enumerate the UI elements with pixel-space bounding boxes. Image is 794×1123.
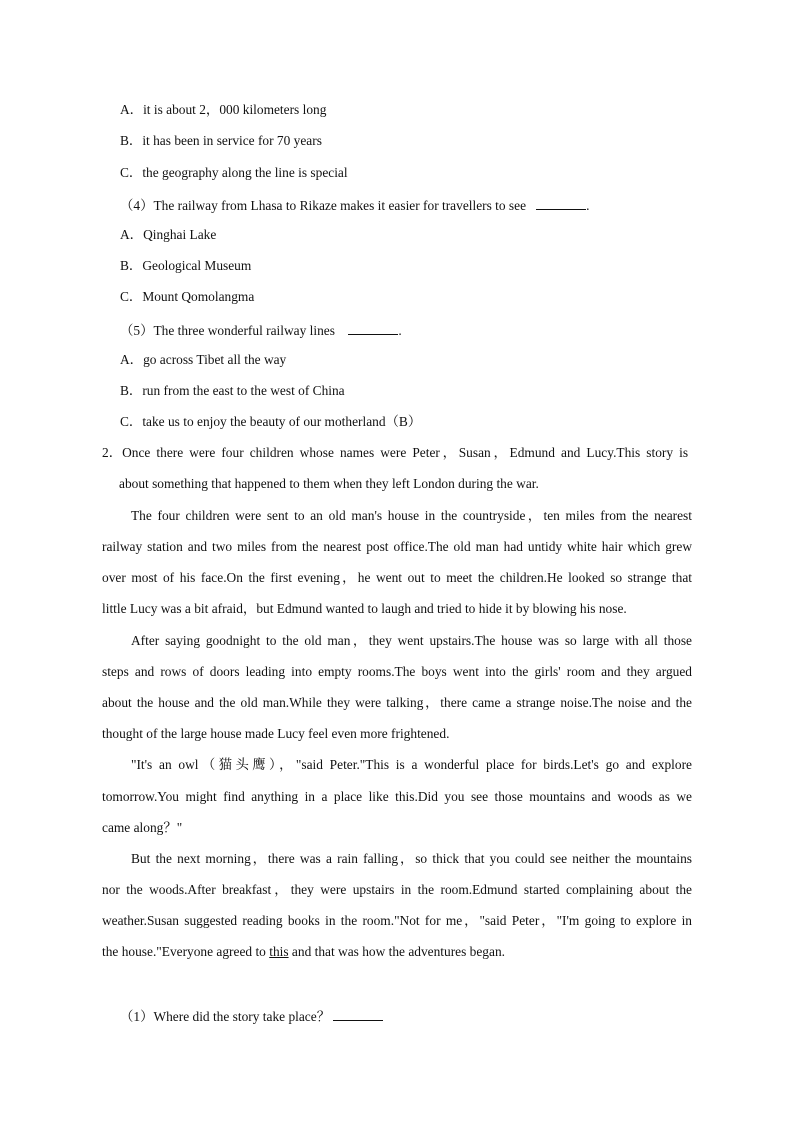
paragraph-2-line: about the house and the old man.While they were talking，there came a strange noise.The noise and the [102, 695, 692, 710]
paragraph-2-line: After saying goodnight to the old man，they went upstairs.The house was so large with all those [131, 633, 692, 648]
option-b: B．it has been in service for 70 years [120, 133, 322, 148]
answer-blank [536, 195, 586, 210]
answer-blank [333, 1006, 383, 1021]
q5-option-a: A．go across Tibet all the way [120, 352, 287, 367]
question-1-stem: （1）Where did the story take place？ [120, 1006, 383, 1026]
question-5-stem: （5）The three wonderful railway lines . [120, 320, 402, 340]
answer-blank [348, 320, 398, 335]
paragraph-4-line: weather.Susan suggested reading books in the room."Not for me，"said Peter，"I'm going to explore in [102, 913, 692, 928]
paragraph-4-last-line: the house."Everyone agreed to this and that was how the adventures began. [102, 944, 505, 959]
option-a: A．it is about 2，000 kilometers long [120, 102, 327, 117]
paragraph-3-line: "It's an owl（猫头鹰），"said Peter."This is a wonderful place for birds.Let's go and explore [131, 757, 692, 772]
paragraph-2-line: steps and rows of doors leading into empty rooms.The boys went into the girls' room and they argued [102, 664, 692, 679]
option-c: C．the geography along the line is special [120, 165, 348, 180]
paragraph-1-line: railway station and two miles from the nearest post office.The old man had untidy white hair which grew [102, 539, 692, 554]
paragraph-4-line: nor the woods.After breakfast，they were upstairs in the room.Edmund started complaining about the [102, 882, 692, 897]
q5-option-b: B．run from the east to the west of China [120, 383, 345, 398]
passage-2-intro-line-1: 2．Once there were four children whose names were Peter，Susan，Edmund and Lucy.This story is [102, 445, 689, 460]
passage-2-intro-line-2: about something that happened to them when they left London during the war. [119, 476, 539, 491]
paragraph-3-line: came along？" [102, 820, 183, 835]
paragraph-1-line: over most of his face.On the first evening，he went out to meet the children.He looked so strange that [102, 570, 692, 585]
q5-option-c: C．take us to enjoy the beauty of our motherland（B） [120, 414, 422, 429]
q4-option-a: A．Qinghai Lake [120, 227, 217, 242]
q4-option-b: B．Geological Museum [120, 258, 252, 273]
paragraph-1-line: little Lucy was a bit afraid，but Edmund wanted to laugh and tried to hide it by blowing his nose. [102, 601, 627, 616]
paragraph-3-line: tomorrow.You might find anything in a place like this.Did you see those mountains and woods as we [102, 789, 692, 804]
question-4-stem: （4）The railway from Lhasa to Rikaze makes it easier for travellers to see . [120, 195, 589, 215]
underlined-word: this [269, 944, 289, 959]
paragraph-1-line: The four children were sent to an old man's house in the countryside，ten miles from the nearest [131, 508, 692, 523]
paragraph-2-line: thought of the large house made Lucy feel even more frightened. [102, 726, 450, 741]
paragraph-4-line: But the next morning，there was a rain falling，so thick that you could see neither the mountains [131, 851, 692, 866]
q4-option-c: C．Mount Qomolangma [120, 289, 255, 304]
